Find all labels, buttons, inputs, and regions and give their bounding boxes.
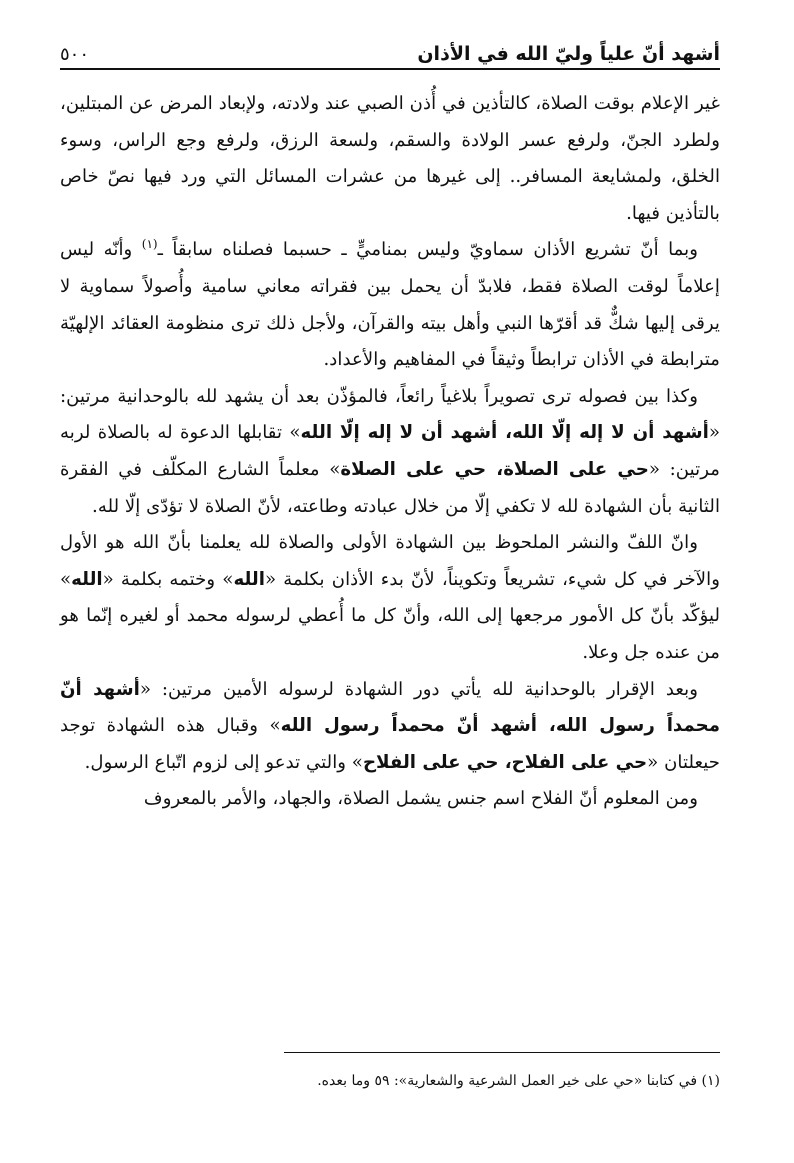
running-title: أشهد أنّ علياً وليّ الله في الأذان bbox=[417, 43, 720, 65]
paragraph-text: » وختمه بكلمة « bbox=[102, 568, 234, 590]
main-text bbox=[60, 86, 720, 818]
page-header bbox=[60, 26, 720, 70]
paragraph-laff-nashr bbox=[60, 525, 720, 671]
paragraph-messenger-shahada bbox=[60, 672, 720, 782]
footnote: (١) في كتابنا «حي على خير العمل الشرعية والشعارية»: ٥٩ وما بعده. bbox=[317, 1073, 720, 1089]
bold-quote-shahada: أشهد أن لا إله إلّا الله، أشهد أن لا إله إلّا الله bbox=[300, 422, 709, 444]
paragraph-text: » تقابلها الدعوة له بالصلاة لربه مرتين: « bbox=[60, 422, 720, 480]
footnote-reference[interactable]: (١) bbox=[141, 237, 158, 252]
bold-quote-messenger: أشهد أنّ محمداً رسول الله، أشهد أنّ محمداً رسول الله bbox=[60, 678, 720, 737]
bold-word-allah: الله bbox=[233, 568, 265, 590]
book-page bbox=[60, 0, 720, 1163]
paragraph-text: » وقبال هذه الشهادة توجد حيعلتان « bbox=[60, 715, 720, 773]
paragraph-text: وبعد الإقرار بالوحدانية لله يأتي دور الشهادة لرسوله الأمين مرتين: « bbox=[139, 678, 698, 700]
paragraph-text: وانّ اللفّ والنشر الملحوظ بين الشهادة الأولى والصلاة لله يعلمنا بأنّ الله هو الأول والآخر في كل شيء، تشريعاً وتكويناً، لأنّ بدء الأذان بكلمة « bbox=[60, 532, 720, 590]
paragraph-adhan-legislation bbox=[60, 232, 720, 378]
paragraph-text: » معلماً الشارع المكلّف في الفقرة الثانية بأن الشهادة لله لا تكفي إلّا من خلال عبادته وطاعته، لأنّ الصلاة لا تؤدّى إلّا لله. bbox=[60, 458, 720, 517]
page-number: ٥٠٠ bbox=[60, 44, 90, 65]
paragraph-text: » ليؤكّد بأنّ كل الأمور مرجعها إلى الله، وأنّ كل ما أُعطي لرسوله محمد أو لغيره إنّما هو من عنده جل وعلا. bbox=[60, 568, 720, 663]
bold-word-allah: الله bbox=[71, 568, 103, 590]
paragraph-falah: ومن المعلوم أنّ الفلاح اسم جنس يشمل الصلاة، والجهاد، والأمر بالمعروف bbox=[143, 788, 698, 810]
paragraph-continuation: غير الإعلام بوقت الصلاة، كالتأذين في أُذن الصبي عند ولادته، ولإبعاد المرض عن المبتلين، ولطرد الجنّ، ولرفع عسر الولادة والسقم، ولسعة الرزق، ولرفع وجع الراس، وسوء الخلق، ولمشايعة المسافر.. إلى غيرها من عشرات المسائل التي ورد فيها نصّ خاص بالتأذين فيها. bbox=[60, 93, 720, 224]
paragraph-text: وكذا بين فصوله ترى تصويراً بلاغياً رائعاً، فالمؤذّن بعد أن يشهد لله بالوحدانية مرتين: « bbox=[60, 385, 720, 444]
paragraph-text: وأنّه ليس إعلاماً لوقت الصلاة فقط، فلابدّ أن يحمل بين فقراته معاني سامية وأُصولاً سماوية لا يرقى إليها شكٌّ قد أقرّها النبي وأهل بيته والقرآن، ولأجل ذلك ترى منظومة العقائد الإلهيّة مترابطة في الأذان ترابطاً وثيقاً في المفاهيم والأعداد. bbox=[60, 239, 720, 371]
footnote-divider bbox=[284, 1052, 720, 1053]
bold-quote-salah: حي على الصلاة، حي على الصلاة bbox=[340, 458, 649, 480]
paragraph-text: » والتي تدعو إلى لزوم اتّباع الرسول. bbox=[84, 751, 363, 773]
paragraph-text: وبما أنّ تشريع الأذان سماويّ وليس بمناميٍّ ـ حسبما فصلناه سابقاً ـ bbox=[157, 239, 698, 261]
bold-quote-falah: حي على الفلاح، حي على الفلاح bbox=[362, 751, 648, 773]
paragraph-rhetoric bbox=[60, 379, 720, 525]
